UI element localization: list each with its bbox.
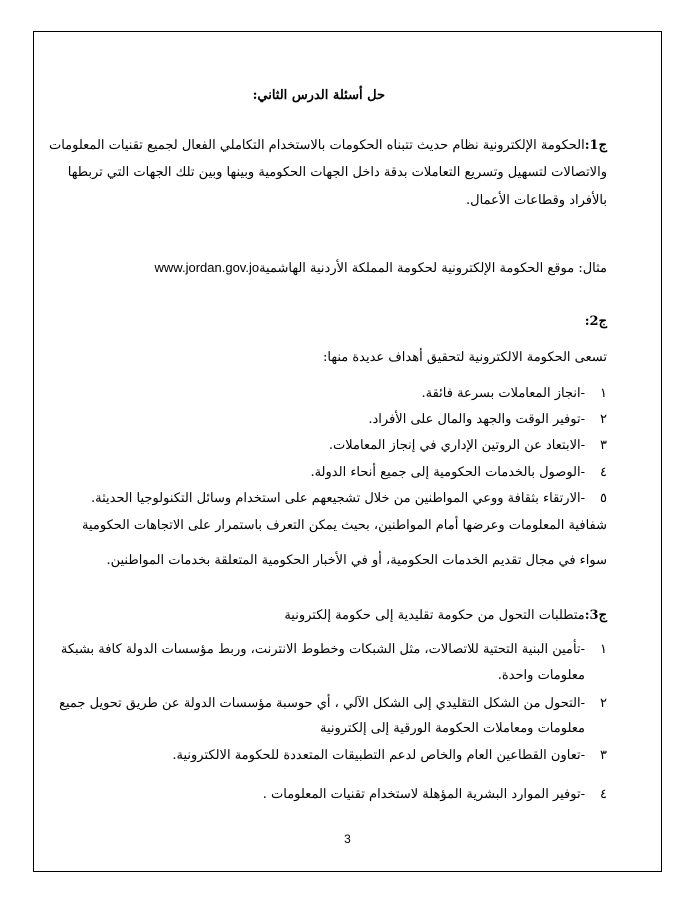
answer3-item: ١-تأمين البنية التحتية للاتصالات، مثل الشبكات وخطوط الانترنت، وربط مؤسسات الدولة كافة بشبكة xyxy=(60,642,607,657)
answer2-item: ٣-الابتعاد عن الروتين الإداري في إنجاز المعاملات. xyxy=(328,438,607,453)
example-line xyxy=(155,260,607,277)
answer3-intro: متطلبات التحول من حكومة تقليدية إلى حكومة إلكترونية xyxy=(284,608,585,623)
answer2-label: ج2: xyxy=(584,314,607,329)
example-url: www.jordan.gov.jo xyxy=(154,260,260,275)
answer3-header xyxy=(284,608,607,624)
answer3-item-continuation: معلومات ومعاملات الحكومة الورقية إلى إلكترونية xyxy=(319,721,585,736)
answer2-item: ٢-توفير الوقت والجهد والمال على الأفراد. xyxy=(368,412,607,427)
answer1-line-3: بالأفراد وقطاعات الأعمال. xyxy=(466,193,607,208)
answer2-item: ٥-الارتقاء بثقافة ووعي المواطنين من خلال تشجيعهم على استخدام وسائل التكنولوجيا الحديثة. xyxy=(90,491,607,506)
page-heading: حل أسئلة الدرس الثاني: xyxy=(252,88,385,103)
answer1-line-1: ج1:الحكومة الإلكترونية نظام حديث تتبناه الحكومات بالاستخدام التكاملي الفعال لجميع تقنيات المعلومات xyxy=(48,138,607,153)
answer3-item: ٢-التحول من الشكل التقليدي إلى الشكل الآلي ، أي حوسبة مؤسسات الدولة عن طريق تحويل جميع xyxy=(59,696,607,711)
answer2-extra-line-1: شفافية المعلومات وعرضها أمام المواطنين، بحيث يمكن التعرف باستمرار على الاتجاهات الحكومية xyxy=(82,518,607,533)
answer3-label: ج3: xyxy=(584,608,607,623)
page-number: 3 xyxy=(344,832,351,846)
answer1-label: ج1: xyxy=(584,138,607,153)
answer2-item: ١-انجاز المعاملات بسرعة فائقة. xyxy=(421,386,607,401)
answer2-intro: تسعى الحكومة الالكترونية لتحقيق أهداف عديدة منها: xyxy=(322,350,607,365)
answer2-extra-line-2: سواء في مجال تقديم الخدمات الحكومية، أو في الأخبار الحكومية المتعلقة بخدمات المواطنين. xyxy=(106,553,607,568)
answer3-item: ٤-توفير الموارد البشرية المؤهلة لاستخدام تقنيات المعلومات . xyxy=(262,787,607,802)
answer1-line-2: والاتصالات لتسهيل وتسريع التعاملات بدقة داخل الجهات الحكومية وبينها وبين تلك الجهات التي تربطها xyxy=(67,165,607,180)
answer2-item: ٤-الوصول بالخدمات الحكومية إلى جميع أنحاء الدولة. xyxy=(310,465,607,480)
example-text: مثال: موقع الحكومة الإلكترونية لحكومة المملكة الأردنية الهاشمية xyxy=(259,261,607,276)
answer3-item-continuation: معلومات واحدة. xyxy=(497,668,585,683)
answer3-item: ٣-تعاون القطاعين العام والخاص لدعم التطبيقات المتعددة للحكومة الالكترونية. xyxy=(172,748,607,763)
